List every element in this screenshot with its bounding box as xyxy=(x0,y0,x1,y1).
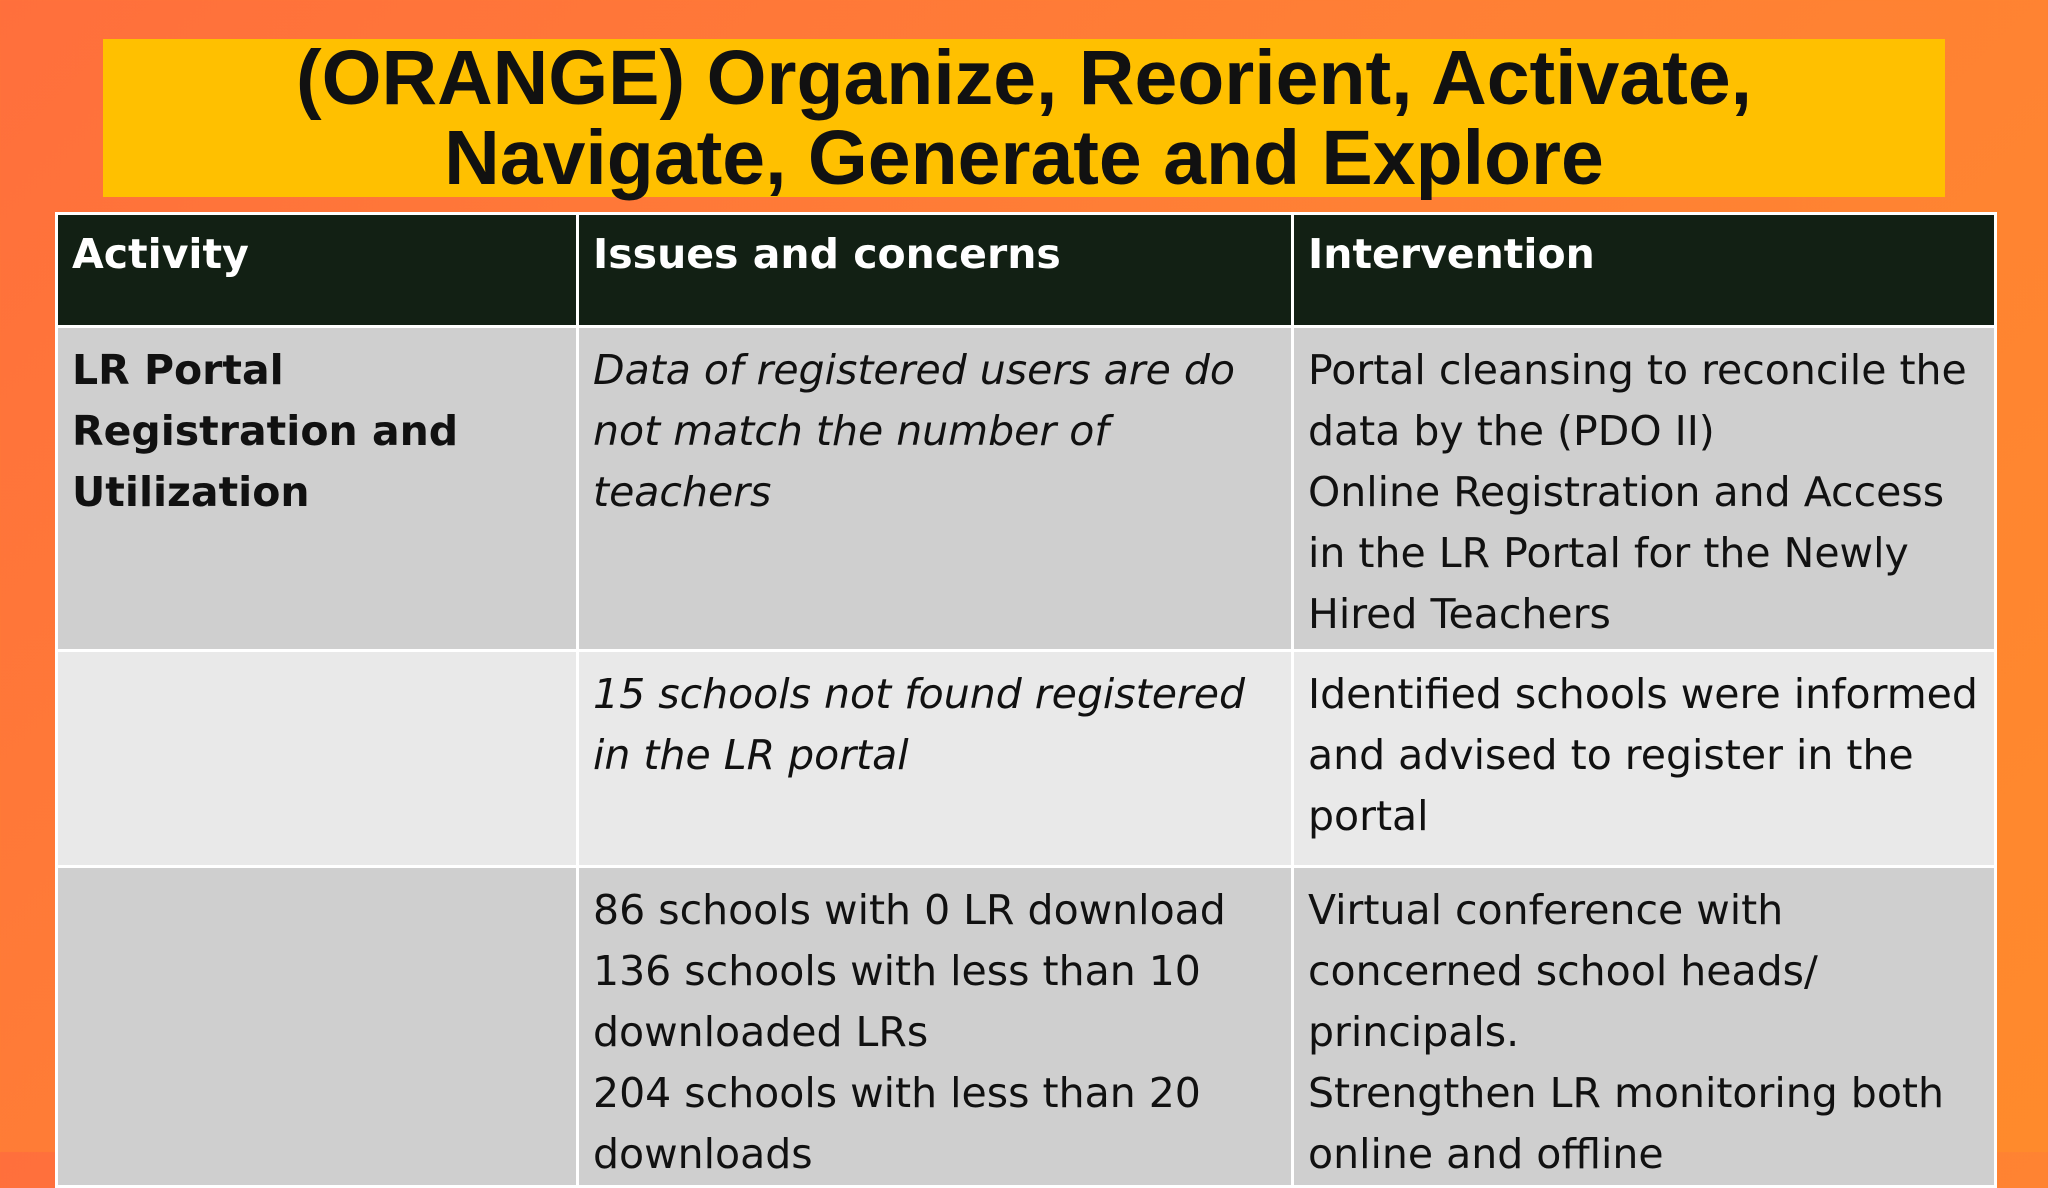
issues-cell xyxy=(578,867,1293,1187)
issue-text: 136 schools with less than 10 downloaded LRs xyxy=(593,947,1201,1056)
activity-cell xyxy=(57,651,578,867)
issues-cell xyxy=(578,327,1293,651)
table-row xyxy=(57,867,1996,1187)
activity-cell xyxy=(57,867,578,1187)
table-row xyxy=(57,327,1996,651)
intervention-text: Strengthen LR monitoring both online and offline xyxy=(1308,1069,1944,1178)
intervention-cell xyxy=(1293,651,1996,867)
column-header-intervention: Intervention xyxy=(1293,214,1996,327)
activity-cell: LR Portal Registration and Utilization xyxy=(57,327,578,651)
slide-title-line-1: (ORANGE) Organize, Reorient, Activate, xyxy=(295,35,1753,121)
intervention-text: Online Registration and Access in the LR Portal for the Newly Hired Teachers xyxy=(1308,468,1945,638)
activity-table xyxy=(55,212,1997,1188)
table-header xyxy=(57,214,1996,327)
intervention-text: Virtual conference with concerned school heads/ principals. xyxy=(1308,886,1818,1056)
table-header-row xyxy=(57,214,1996,327)
table-row xyxy=(57,651,1996,867)
intervention-text: Identified schools were informed and advised to register in the portal xyxy=(1308,670,1978,840)
slide-title-banner xyxy=(103,35,1945,201)
table-body xyxy=(57,327,1996,1187)
issue-text: 204 schools with less than 20 downloads xyxy=(593,1069,1201,1178)
issue-text: Data of registered users are do not match the number of teachers xyxy=(593,346,1235,516)
column-header-issues: Issues and concerns xyxy=(578,214,1293,327)
issue-text: 15 schools not found registered in the LR portal xyxy=(593,670,1246,779)
slide-title-line-2: Navigate, Generate and Explore xyxy=(444,115,1604,201)
intervention-cell xyxy=(1293,867,1996,1187)
column-header-activity: Activity xyxy=(57,214,578,327)
intervention-text: Portal cleansing to reconcile the data by the (PDO II) xyxy=(1308,346,1967,455)
intervention-cell xyxy=(1293,327,1996,651)
issue-text: 86 schools with 0 LR download xyxy=(593,886,1226,934)
issues-cell xyxy=(578,651,1293,867)
